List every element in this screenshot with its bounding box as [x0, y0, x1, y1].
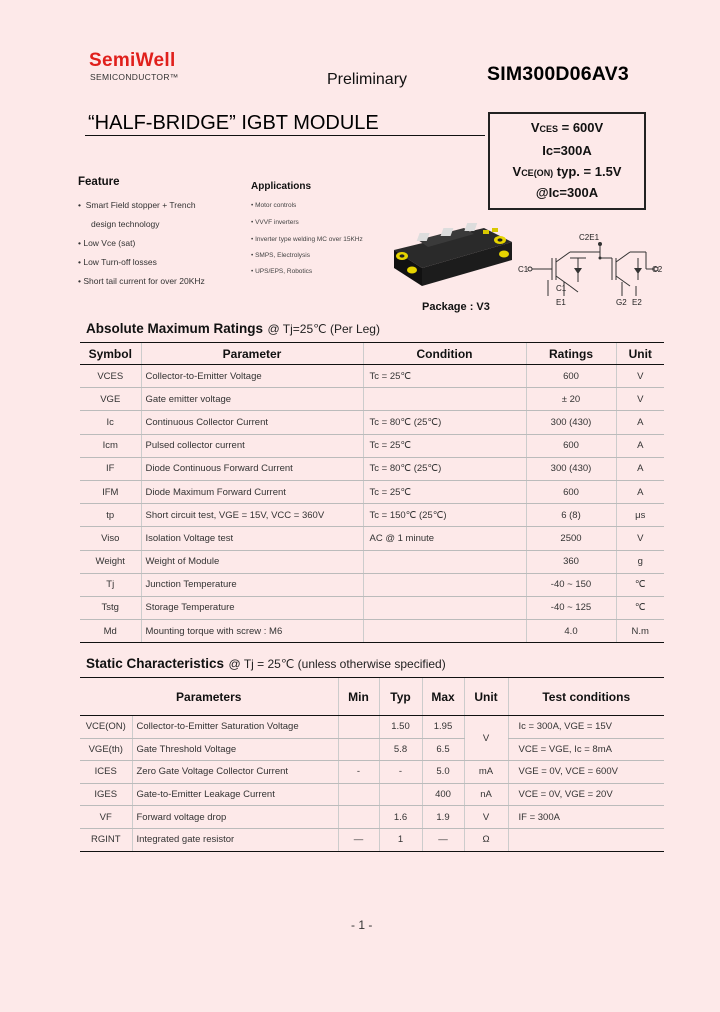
table-row	[80, 411, 664, 434]
pin-label-c1-gate: C1	[556, 284, 567, 293]
table-row	[80, 527, 664, 550]
cell-parameter: Gate Threshold Voltage	[132, 738, 338, 761]
cell-rating: 360	[526, 550, 616, 573]
cell-rating: ± 20	[526, 388, 616, 411]
cell-rating: -40 ~ 125	[526, 596, 616, 619]
cell-symbol: Tstg	[80, 596, 141, 619]
table-row	[80, 828, 664, 851]
cell-unit: Ω	[464, 828, 508, 851]
cell-parameter: Gate-to-Emitter Leakage Current	[132, 783, 338, 806]
cell-parameter: Junction Temperature	[141, 573, 363, 596]
cell-symbol: VCE(ON)	[80, 716, 132, 739]
cell-condition: AC @ 1 minute	[363, 527, 526, 550]
cell-parameter: Short circuit test, VGE = 15V, VCC = 360V	[141, 504, 363, 527]
cell-symbol: ICES	[80, 761, 132, 784]
module-package-image	[388, 210, 516, 300]
cell-parameter: Continuous Collector Current	[141, 411, 363, 434]
cell-rating: 600	[526, 365, 616, 388]
table-row	[80, 596, 664, 619]
cell-rating: 600	[526, 434, 616, 457]
document-status: Preliminary	[327, 71, 408, 88]
cell-unit: V	[616, 388, 664, 411]
cell-test: VGE = 0V, VCE = 600V	[508, 761, 664, 784]
table-header-row	[80, 678, 664, 716]
package-label: Package : V3	[422, 301, 490, 313]
company-logo-subtitle: SEMICONDUCTOR™	[90, 72, 179, 82]
cell-unit: A	[616, 411, 664, 434]
page-title: “HALF-BRIDGE” IGBT MODULE	[88, 112, 379, 134]
cell-symbol: Md	[80, 620, 141, 643]
cell-condition	[363, 620, 526, 643]
cell-typ	[379, 783, 422, 806]
cell-condition: Tc = 80℃ (25℃)	[363, 457, 526, 480]
cell-parameter: Storage Temperature	[141, 596, 363, 619]
half-bridge-schematic	[518, 228, 668, 308]
col-header-min: Min	[338, 678, 379, 716]
table-row	[80, 480, 664, 503]
cell-parameter: Diode Continuous Forward Current	[141, 457, 363, 480]
cell-max: 1.9	[422, 806, 464, 829]
cell-min: -	[338, 761, 379, 784]
cell-min	[338, 716, 379, 739]
abs-max-heading: Absolute Maximum Ratings	[86, 321, 264, 336]
cell-symbol: Ic	[80, 411, 141, 434]
cell-min	[338, 738, 379, 761]
cell-max: 400	[422, 783, 464, 806]
cell-parameter: Diode Maximum Forward Current	[141, 480, 363, 503]
cell-unit: N.m	[616, 620, 664, 643]
application-item: • VVVF inverters	[251, 219, 299, 226]
static-heading: Static Characteristics	[86, 656, 225, 671]
cell-parameter: Pulsed collector current	[141, 434, 363, 457]
cell-rating: 4.0	[526, 620, 616, 643]
title-underline	[85, 135, 485, 136]
cell-typ: 5.8	[379, 738, 422, 761]
table-row	[80, 504, 664, 527]
abs-max-table	[80, 342, 664, 643]
cell-typ: 1.50	[379, 716, 422, 739]
spec-vces: VCES = 600V	[530, 120, 604, 135]
cell-parameter: Gate emitter voltage	[141, 388, 363, 411]
cell-unit: g	[616, 550, 664, 573]
cell-symbol: tp	[80, 504, 141, 527]
page-number: - 1 -	[351, 918, 373, 932]
cell-typ: -	[379, 761, 422, 784]
feature-item: • Low Vce (sat)	[78, 238, 136, 248]
cell-min	[338, 783, 379, 806]
table-row	[80, 457, 664, 480]
feature-item: • Low Turn-off losses	[78, 257, 157, 267]
cell-symbol: Tj	[80, 573, 141, 596]
cell-unit: A	[616, 457, 664, 480]
cell-condition	[363, 388, 526, 411]
static-heading-row	[86, 655, 446, 673]
cell-symbol: Weight	[80, 550, 141, 573]
cell-unit: V	[616, 527, 664, 550]
cell-rating: 300 (430)	[526, 411, 616, 434]
cell-symbol: IF	[80, 457, 141, 480]
cell-unit: V	[464, 806, 508, 829]
cell-unit: ℃	[616, 596, 664, 619]
static-characteristics-table	[80, 677, 664, 852]
cell-symbol: VGE	[80, 388, 141, 411]
cell-unit: V	[464, 716, 508, 761]
col-header-parameters: Parameters	[80, 678, 338, 716]
cell-symbol: IGES	[80, 783, 132, 806]
cell-max: —	[422, 828, 464, 851]
table-row	[80, 716, 664, 739]
pin-label-g2: G2	[616, 298, 627, 307]
cell-symbol: VCES	[80, 365, 141, 388]
application-item: • Inverter type welding MC over 15KHz	[251, 236, 363, 243]
col-header-parameter: Parameter	[141, 343, 363, 365]
cell-parameter: Mounting torque with screw : M6	[141, 620, 363, 643]
col-header-condition: Condition	[363, 343, 526, 365]
pin-label-e1: E1	[556, 298, 566, 307]
cell-condition	[363, 596, 526, 619]
col-header-ratings: Ratings	[526, 343, 616, 365]
feature-item: design technology	[91, 219, 160, 229]
cell-unit: V	[616, 365, 664, 388]
cell-max: 5.0	[422, 761, 464, 784]
table-row	[80, 365, 664, 388]
cell-symbol: IFM	[80, 480, 141, 503]
abs-max-heading-row	[86, 320, 380, 338]
application-item: • UPS/EPS, Robotics	[251, 268, 313, 275]
cell-rating: 2500	[526, 527, 616, 550]
cell-typ: 1.6	[379, 806, 422, 829]
cell-unit: μs	[616, 504, 664, 527]
table-row	[80, 806, 664, 829]
pin-label-c1: C1	[518, 265, 529, 274]
cell-rating: 6 (8)	[526, 504, 616, 527]
cell-rating: 300 (430)	[526, 457, 616, 480]
pin-label-e2: E2	[632, 298, 642, 307]
table-row	[80, 620, 664, 643]
part-number: SIM300D06AV3	[487, 63, 629, 85]
feature-item: • Short tail current for over 20KHz	[78, 276, 205, 286]
cell-condition	[363, 550, 526, 573]
feature-item: • Smart Field stopper + Trench	[78, 200, 196, 210]
cell-symbol: VGE(th)	[80, 738, 132, 761]
cell-parameter: Collector-to-Emitter Saturation Voltage	[132, 716, 338, 739]
cell-parameter: Zero Gate Voltage Collector Current	[132, 761, 338, 784]
cell-parameter: Collector-to-Emitter Voltage	[141, 365, 363, 388]
spec-vceon: VCE(ON) typ. = 1.5V	[512, 164, 622, 179]
table-header-row	[80, 343, 664, 365]
cell-test: VCE = 0V, VGE = 20V	[508, 783, 664, 806]
col-header-test-conditions: Test conditions	[508, 678, 664, 716]
cell-unit: mA	[464, 761, 508, 784]
table-row	[80, 388, 664, 411]
cell-parameter: Forward voltage drop	[132, 806, 338, 829]
application-item: • Motor controls	[251, 202, 297, 209]
cell-test: VCE = VGE, Ic = 8mA	[508, 738, 664, 761]
cell-parameter: Integrated gate resistor	[132, 828, 338, 851]
cell-max: 6.5	[422, 738, 464, 761]
table-row	[80, 738, 664, 761]
cell-condition: Tc = 25℃	[363, 365, 526, 388]
cell-condition: Tc = 80℃ (25℃)	[363, 411, 526, 434]
cell-parameter: Weight of Module	[141, 550, 363, 573]
application-item: • SMPS, Electrolysis	[251, 252, 310, 259]
cell-parameter: Isolation Voltage test	[141, 527, 363, 550]
feature-heading: Feature	[78, 176, 120, 188]
cell-rating: 600	[526, 480, 616, 503]
cell-unit: nA	[464, 783, 508, 806]
cell-condition: Tc = 25℃	[363, 480, 526, 503]
cell-symbol: Viso	[80, 527, 141, 550]
cell-symbol: RGINT	[80, 828, 132, 851]
cell-unit: A	[616, 480, 664, 503]
company-logo: SemiWell	[89, 50, 176, 71]
table-row	[80, 573, 664, 596]
cell-min: —	[338, 828, 379, 851]
table-row	[80, 761, 664, 784]
abs-max-note: @ Tj=25℃ (Per Leg)	[267, 322, 380, 336]
col-header-typ: Typ	[379, 678, 422, 716]
cell-condition: Tc = 150℃ (25℃)	[363, 504, 526, 527]
table-row	[80, 783, 664, 806]
spec-ic-condition: @Ic=300A	[535, 185, 599, 200]
cell-condition: Tc = 25℃	[363, 434, 526, 457]
applications-heading: Applications	[251, 181, 312, 192]
table-row	[80, 550, 664, 573]
cell-test	[508, 828, 664, 851]
col-header-max: Max	[422, 678, 464, 716]
pin-label-c2: C2	[652, 265, 663, 274]
col-header-unit: Unit	[616, 343, 664, 365]
col-header-symbol: Symbol	[80, 343, 141, 365]
key-specs-box	[488, 112, 646, 210]
cell-unit: A	[616, 434, 664, 457]
cell-symbol: VF	[80, 806, 132, 829]
table-row	[80, 434, 664, 457]
col-header-unit: Unit	[464, 678, 508, 716]
cell-symbol: Icm	[80, 434, 141, 457]
cell-typ: 1	[379, 828, 422, 851]
cell-min	[338, 806, 379, 829]
cell-max: 1.95	[422, 716, 464, 739]
pin-label-c2e1: C2E1	[579, 233, 600, 242]
spec-ic: Ic=300A	[542, 143, 592, 158]
static-note: @ Tj = 25℃ (unless otherwise specified)	[228, 657, 446, 671]
cell-condition	[363, 573, 526, 596]
cell-test: Ic = 300A, VGE = 15V	[508, 716, 664, 739]
cell-unit: ℃	[616, 573, 664, 596]
cell-test: IF = 300A	[508, 806, 664, 829]
cell-rating: -40 ~ 150	[526, 573, 616, 596]
